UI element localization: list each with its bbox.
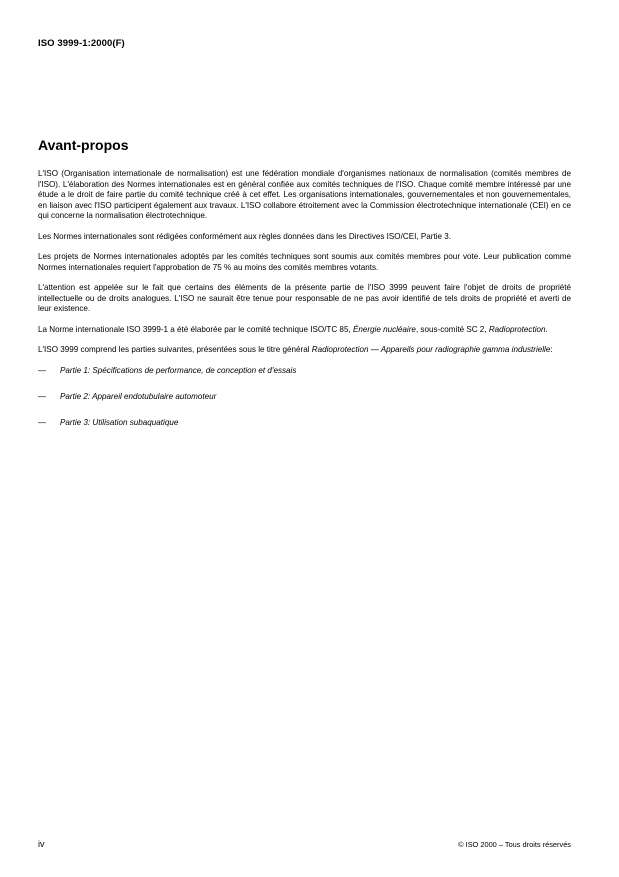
- committee-text-1: La Norme internationale ISO 3999-1 a été élaborée par le comité technique ISO/TC 85,: [38, 324, 353, 334]
- page-title: Avant-propos: [38, 137, 129, 153]
- copyright-notice: © ISO 2000 – Tous droits réservés: [458, 840, 571, 849]
- page-number: iv: [38, 839, 45, 849]
- paragraph-committee: [38, 325, 571, 336]
- foreword-body: [38, 169, 571, 444]
- committee-text-2: , sous-comité SC 2,: [415, 324, 489, 334]
- list-item-text: Partie 3: Utilisation subaquatique: [60, 417, 179, 427]
- standard-id-header: ISO 3999-1:2000(F): [38, 38, 125, 49]
- paragraph-parts-intro: [38, 345, 571, 356]
- paragraph-voting: Les projets de Normes internationales adoptés par les comités techniques sont soumis aux comités membres pour vote. Leur publication comme Normes internationales requiert l'approbation de 75 % au moins des comités membres votants.: [38, 252, 571, 272]
- list-item-text: Partie 1: Spécifications de performance, de conception et d'essais: [60, 365, 297, 375]
- general-title-italic: Radioprotection — Appareils pour radiographie gamma industrielle: [311, 345, 551, 355]
- paragraph-iso-organisation: L'ISO (Organisation internationale de normalisation) est une fédération mondiale d'organismes nationaux de normalisation (comités membres de l'ISO). L'élaboration des Normes internationales est en général confiée aux comités techniques de l'ISO. Chaque comité membre intéressé par une étude a le droit de faire partie du comité technique créé à cet effet. Les organisations internationales, gouvernementales et non gouvernementales, en liaison avec l'ISO participent également aux travaux. L'ISO collabore étroitement avec la Commission électrotechnique internationale (CEI) en ce qui concerne la normalisation électrotechnique.: [38, 169, 571, 221]
- list-dash: —: [38, 365, 47, 375]
- paragraph-directives: Les Normes internationales sont rédigées conformément aux règles données dans les Directives ISO/CEI, Partie 3.: [38, 231, 451, 241]
- list-item-part-3: [38, 418, 571, 429]
- list-dash: —: [38, 417, 47, 427]
- committee-text-3: .: [545, 324, 548, 334]
- committee-name-italic: Énergie nucléaire: [352, 324, 416, 334]
- parts-intro-text-1: L'ISO 3999 comprend les parties suivantes, présentées sous le titre général: [38, 345, 312, 355]
- list-item-text: Partie 2: Appareil endotubulaire automoteur: [60, 391, 217, 401]
- list-item-part-1: [38, 366, 571, 377]
- parts-intro-text-2: :: [550, 345, 553, 355]
- paragraph-patent-rights: L'attention est appelée sur le fait que certains des éléments de la présente partie de l'ISO 3999 peuvent faire l'objet de droits de propriété intellectuelle ou de droits analogues. L'ISO ne saurait être tenue pour responsable de ne pas avoir identifié de tels droits de propriété et averti de leur existence.: [38, 283, 571, 314]
- list-item-part-2: [38, 392, 571, 403]
- subcommittee-name-italic: Radioprotection: [488, 324, 546, 334]
- list-dash: —: [38, 391, 47, 401]
